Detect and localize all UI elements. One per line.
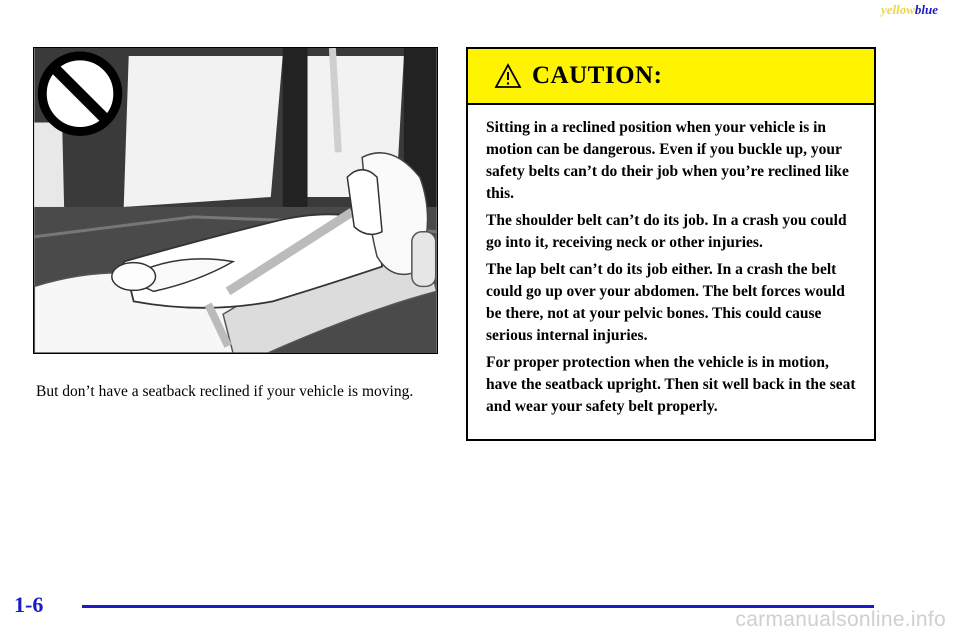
color-tags [881,2,938,18]
body-paragraph: But don’t have a seatback reclined if your vehicle is moving. [36,383,414,400]
caution-body [468,105,874,418]
color-tag-yellow: yellow [880,2,915,17]
reclined-seat-illustration [33,47,438,354]
caution-paragraph: The lap belt can’t do its job either. In a crash the belt could go up over your abdomen. The belt forces would be there, not at your pelvic bones. This could cause serious internal injuries. [486,261,845,344]
color-tag-blue: blue [914,2,938,17]
prohibition-icon [42,56,118,132]
caution-paragraph: For proper protection when the vehicle is in motion, have the seatback upright. Then sit well back in the seat and wear your safety belt properly. [486,354,856,415]
warning-triangle-icon [494,63,522,89]
watermark: carmanualsonline.info [735,608,946,631]
caution-paragraph: The shoulder belt can’t do its job. In a crash you could go into it, receiving neck or other injuries. [486,212,847,251]
caution-box [466,47,876,441]
page-number: 1-6 [14,592,44,617]
caution-title: CAUTION: [532,62,663,89]
caution-paragraph: Sitting in a reclined position when your vehicle is in motion can be dangerous. Even if you buckle up, your safety belts can’t do their job when you’re reclined like this. [486,119,849,202]
caution-header [468,49,874,105]
